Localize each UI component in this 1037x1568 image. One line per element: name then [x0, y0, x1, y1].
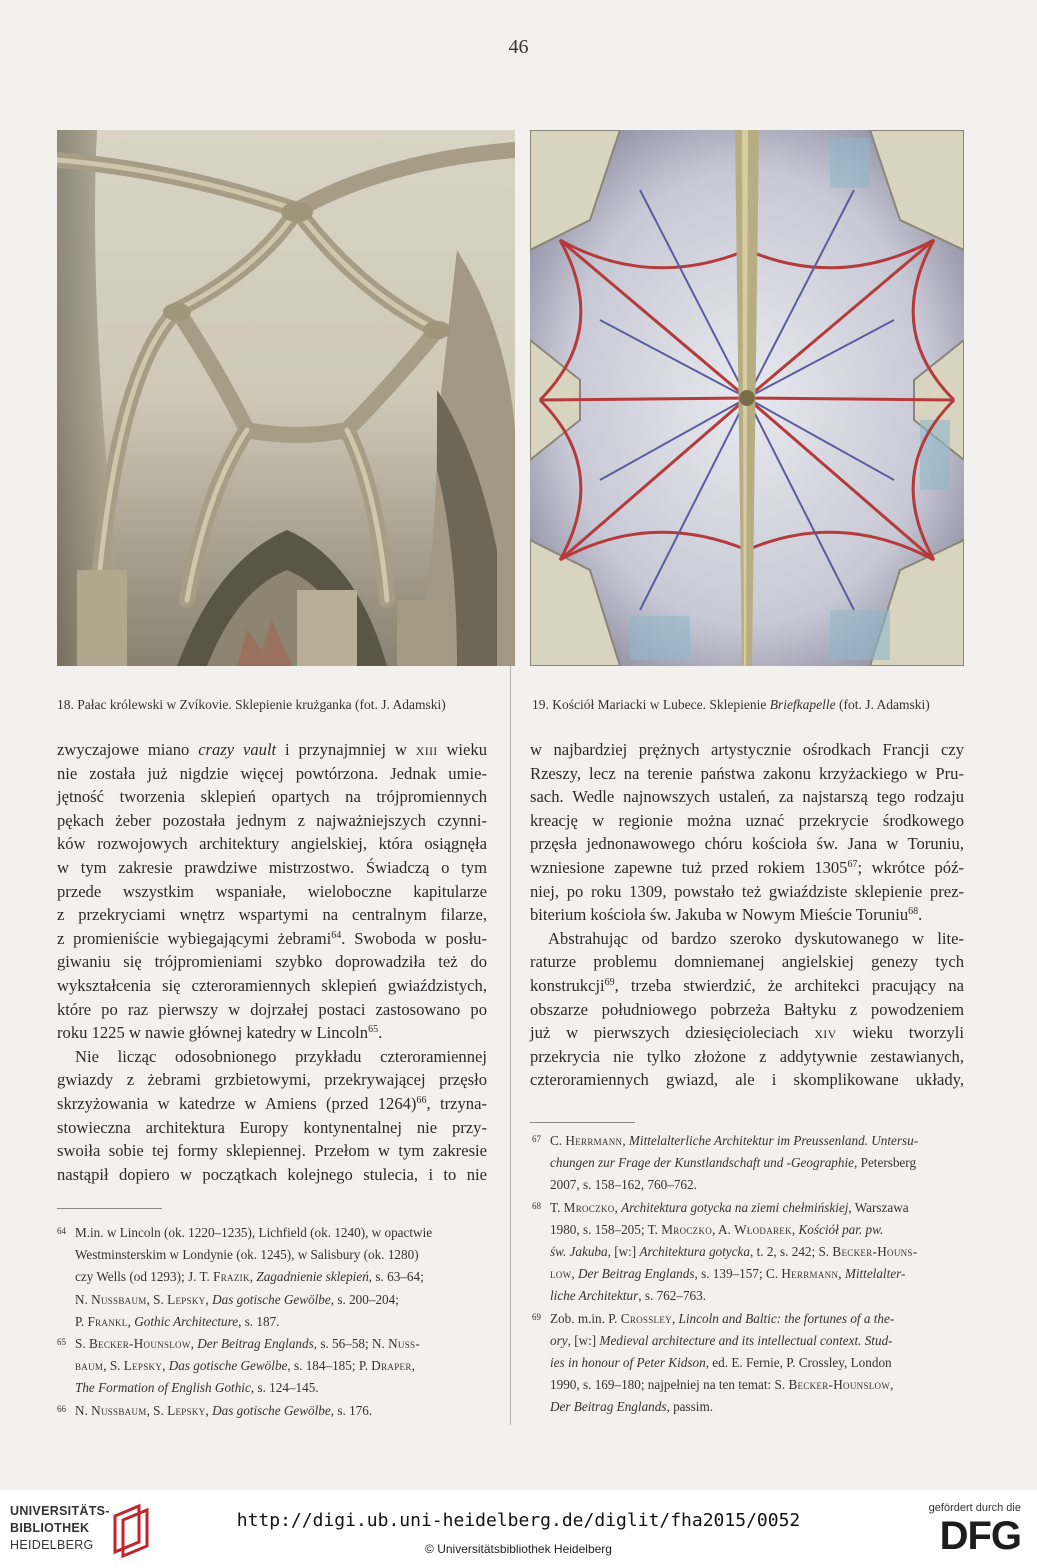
text-line: konstrukcji$^{69}$, trzeba stwierdzić, że architekci pracujący na — [530, 975, 964, 995]
cloister-vault-image — [57, 130, 515, 666]
text-line: wzniesione zapewne tuż przed rokiem 1305$^{67}$; wkrótce póź- — [530, 857, 964, 877]
figure-18-photo — [57, 130, 515, 666]
text-line: stowieczna architektura Europy kontynentalnej nie przy- — [57, 1117, 487, 1137]
logo-text: UNIVERSITÄTS- — [10, 1504, 110, 1518]
footnote-67: 67 C. Herrmann, Mittelalterliche Architektur im Preussenland. Untersu- chungen zur Frage der Kunstlandschaft und -Geographie, Petersberg 2007, s. 158–162, 760–762. — [532, 1130, 964, 1197]
footnote-number: 67 — [532, 1134, 541, 1144]
copyright-notice: © Universitätsbibliothek Heidelberg — [425, 1542, 612, 1556]
footnote-number: 66 — [57, 1403, 66, 1414]
footnote-number: 64 — [57, 1226, 66, 1236]
text-line: zwyczajowe miano crazy vault i przynajmniej w xiii wieku — [57, 740, 487, 759]
right-footnotes — [532, 1130, 964, 1419]
footnote-number: 65 — [57, 1337, 66, 1348]
text-line: Abstrahując od bardzo szeroko dyskutowanego w lite- — [548, 928, 964, 948]
figure-19-caption — [532, 697, 930, 713]
text-line: sach. Wedle najnowszych ustaleń, za najstarszą tego rodzaju — [530, 787, 964, 807]
footnote-number: 68 — [532, 1200, 541, 1211]
permalink-url[interactable]: http://digi.ub.uni-heidelberg.de/diglit/fha2015/0052 — [236, 1510, 801, 1531]
figure-19-photo — [530, 130, 964, 666]
footnote-68: 68 T. Mroczko, Architektura gotycka na ziemi chełmińskiej, Warszawa 1980, s. 158–205; T. Mroczko, A. Włodarek, Kościół par. pw. św. Jakuba, [w:] Architektura gotycka, t. 2, s. 242; S. Becker-Houns- low, Der Beitrag Englands, s. 139–157; C. Herrmann, Mittelalter- liche Architektur, s. 762–763. — [532, 1197, 964, 1308]
text-line: obszarze południowego pobrzeża Bałtyku z powodzeniem — [530, 999, 964, 1019]
text-line: w tym zakresie prawdziwe mistrzostwo. Świadczą o tym — [57, 857, 487, 877]
text-line: biterium kościoła św. Jakuba w Nowym Mieście Toruniu$^{68}$. — [530, 905, 923, 925]
text-line: roku 1225 w nawie głównej katedry w Lincoln$^{65}$. — [57, 1023, 383, 1043]
dfg-logo[interactable] — [911, 1502, 1021, 1562]
footnote-ref[interactable]: 67 — [847, 858, 858, 870]
text-line: które po raz pierwszy w dojrzałej postaci zastosowano po — [57, 999, 487, 1019]
footnote-64: 64 M.in. w Lincoln (ok. 1220–1235), Lichfield (ok. 1240), w opactwie Westminsterskim w Londynie (ok. 1245), w Salisbury (ok. 1280) czy Wells (od 1293); J. T. Frazik, Zagadnienie sklepień, s. 63–64; N. Nussbaum, S. Lepsky, Das gotische Gewölbe, s. 200–204; P. Frankl, Gothic Architecture, s. 187. — [57, 1222, 487, 1333]
footnote-ref[interactable]: 64 — [331, 929, 342, 941]
text-line: nastąpił dopiero w początkach kolejnego stulecia, i to nie — [57, 1164, 487, 1184]
text-line: nie została już nigdzie więcej powtórzona. Jednak umie- — [57, 763, 487, 783]
text-line: skrzyżowania w katedrze w Amiens (przed 1264)$^{66}$, trzyna- — [57, 1093, 487, 1113]
text-line: w najbardziej prężnych artystycznie ośrodkach Francji czy — [530, 740, 964, 759]
footnote-ref[interactable]: 68 — [908, 906, 919, 918]
footnote-separator — [57, 1208, 162, 1209]
text-line: przekrycia nie tylko złożone z addytywnie zestawianych, — [530, 1046, 964, 1066]
figure-18-caption: 18. Pałac królewski w Zvíkovie. Sklepienie krużganka (fot. J. Adamski) — [57, 697, 446, 712]
text-line: przede wszystkim wspaniałe, wieloboczne kapitularze — [57, 881, 487, 901]
left-body-text — [57, 738, 487, 1186]
footnote-66: 66 N. Nussbaum, S. Lepsky, Das gotische Gewölbe, s. 176. — [57, 1400, 487, 1422]
star-vault-image — [530, 130, 964, 666]
right-body-text — [530, 738, 964, 1092]
footnote-number: 69 — [532, 1311, 541, 1322]
left-footnotes — [57, 1222, 487, 1422]
text-line: przęsła jednonawowego chóru kościoła św. Jana w Toruniu, — [530, 834, 964, 854]
footnote-69: 69 Zob. m.in. P. Crossley, Lincoln and Baltic: the fortunes of a the- ory, [w:] Medieval architecture and its intellectual context. Stud- ies in honour of Peter Kidson, ed. E. Fernie, P. Crossley, London 1990, s. 169–180; najpełniej na ten temat: S. Becker-Hounslow, Der Beitrag Englands, passim. — [532, 1308, 964, 1419]
text-line: z przekryciami wnętrz wspartymi na centralnym filarze, — [57, 905, 487, 925]
digitization-footer — [0, 1490, 1037, 1568]
text-line: gwiazdy z żebrami grzbietowymi, przekrywającej przęsło — [57, 1070, 487, 1090]
footnote-ref[interactable]: 65 — [368, 1024, 379, 1036]
dfg-tagline: gefördert durch die — [928, 1502, 1021, 1514]
text-line: Rzeszy, lecz na terenie państwa zakonu krzyżackiego w Pru- — [530, 763, 964, 783]
caption-italic: Briefkapelle — [769, 697, 836, 712]
text-line: swoiła sobie tej formy sklepiennej. Przełom w tym zakresie — [57, 1141, 487, 1161]
footnote-ref[interactable]: 69 — [604, 976, 615, 988]
text-line: ków rozwojowych architektury angielskiej, która osiągnęła — [57, 834, 487, 854]
text-line: jętność tworzenia sklepień opartych na trójpromiennych — [57, 787, 487, 807]
text-line: giwaniu się trójpromieniami szybko doprowadziła też do — [57, 952, 487, 972]
dfg-wordmark: DFG — [939, 1514, 1021, 1558]
logo-text: BIBLIOTHEK — [10, 1521, 90, 1535]
caption-text: (fot. J. Adamski) — [835, 697, 930, 712]
text-line: już w pierwszych dziesięcioleciach xiv wieku tworzyli — [530, 1023, 965, 1043]
footnote-separator — [530, 1122, 635, 1123]
text-line: niej, po roku 1309, powstało też gwiaździste sklepienie prez- — [530, 881, 964, 901]
text-line: z promieniście wybiegającymi żebrami$^{64}$. Swoboda w posłu- — [57, 928, 487, 948]
text-line: pękach żeber pozostała jednym z najważniejszych czynni- — [57, 810, 487, 830]
text-line: wykształcenia się czteroramiennych sklepień gwiaździstych, — [57, 975, 487, 995]
text-line: kreację w regionie można uznać przekrycie środkowego — [530, 810, 964, 830]
page-number: 46 — [508, 36, 529, 58]
footnote-ref[interactable]: 66 — [416, 1094, 427, 1106]
text-line: raturze problemu domniemanej angielskiej genezy tych — [530, 952, 964, 972]
text-line: Nie licząc odosobnionego przykładu czteroramiennej — [75, 1046, 487, 1066]
caption-text: 19. Kościół Mariacki w Lubece. Sklepienie — [532, 697, 770, 712]
logo-text: HEIDELBERG — [10, 1538, 94, 1552]
footnote-65: 65 S. Becker-Hounslow, Der Beitrag Englands, s. 56–58; N. Nuss- baum, S. Lepsky, Das gotische Gewölbe, s. 184–185; P. Draper, The Formation of English Gothic, s. 124–145. — [57, 1333, 487, 1400]
text-line: czteroramiennych gwiazd, ale i skomplikowane układy, — [530, 1070, 964, 1090]
